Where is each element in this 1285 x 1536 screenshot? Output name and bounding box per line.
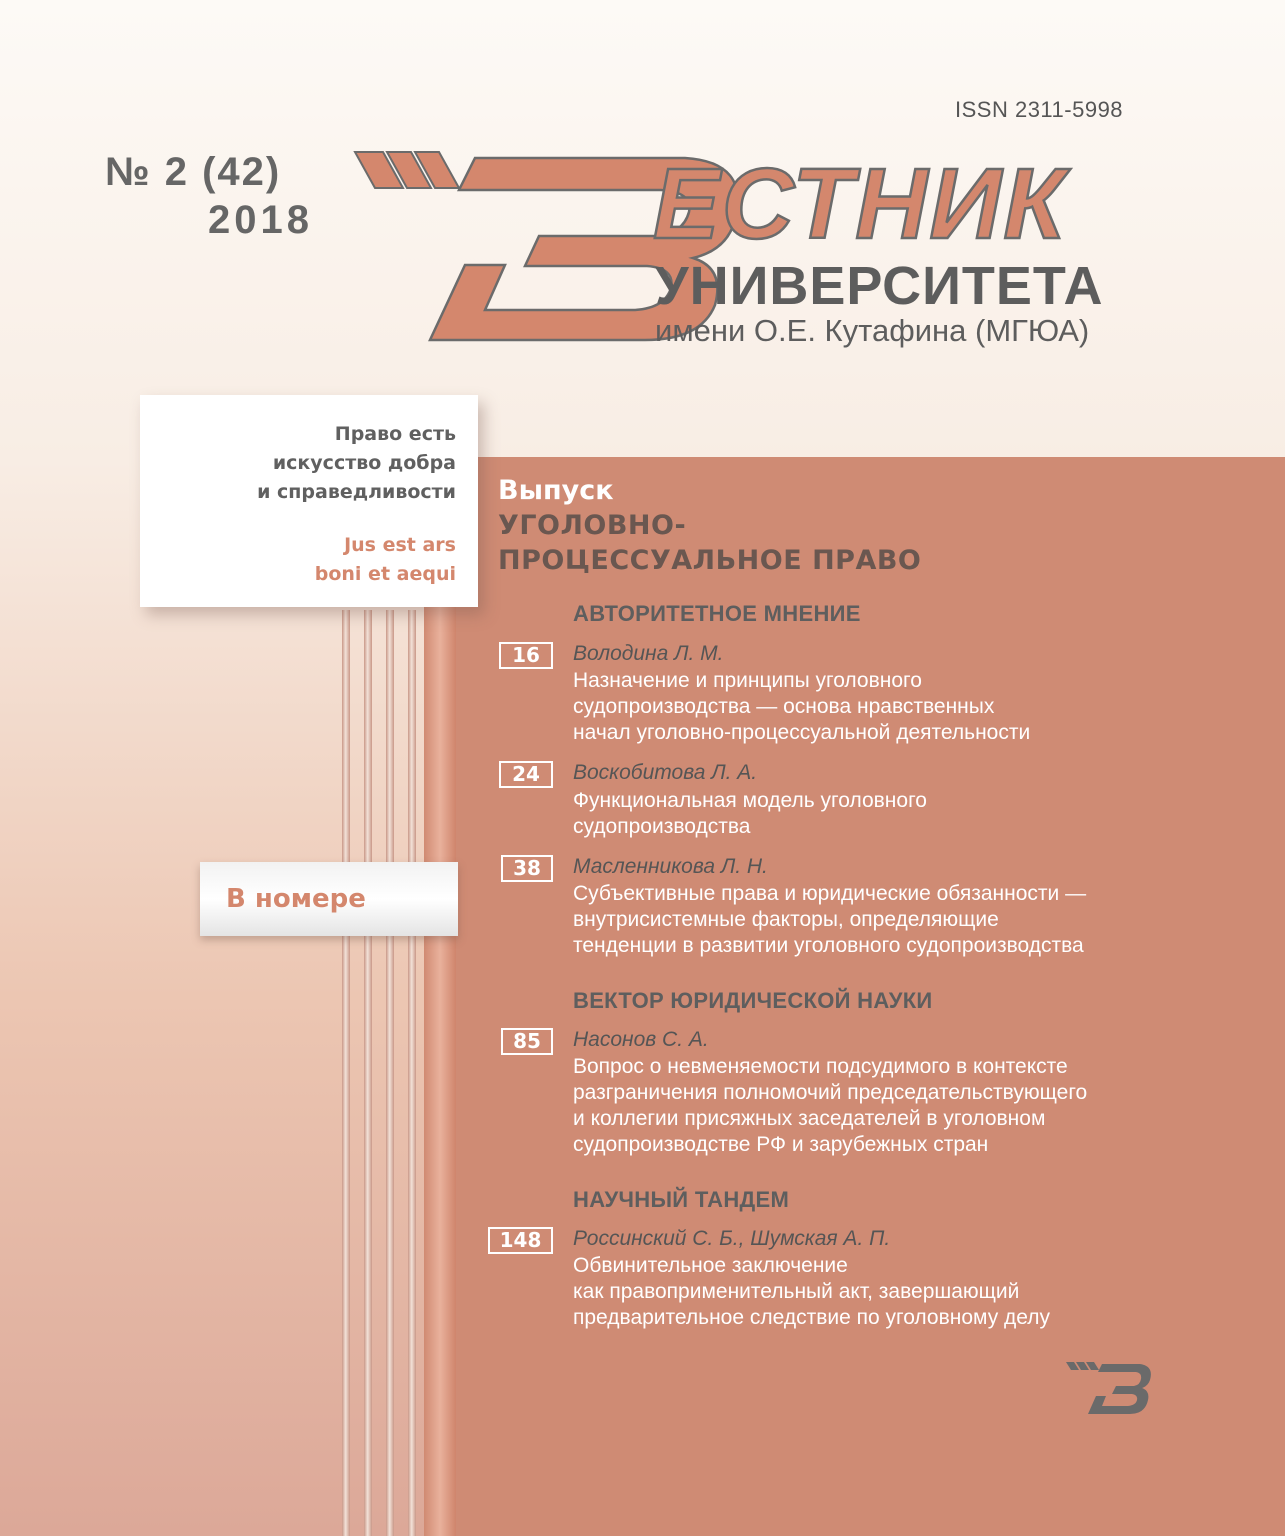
article-title-line: начал уголовно-процессуальной деятельности — [573, 721, 1031, 744]
article-title-line: разграничения полномочий председательствующего — [573, 1081, 1088, 1104]
motto-card — [140, 395, 478, 607]
decor-stripe — [386, 610, 394, 1536]
issue-number: № 2 (42) — [105, 150, 282, 194]
motto-latin-line: boni et aequi — [314, 563, 456, 585]
article-title-line: судопроизводства — [573, 815, 751, 838]
section-title: ВЕКТОР ЮРИДИЧЕСКОЙ НАУКИ — [573, 988, 933, 1013]
motto-latin-line: Jus est ars — [344, 534, 456, 556]
article-title-line: как правоприменительный акт, завершающий — [573, 1280, 1020, 1303]
article-author: Насонов С. А. — [573, 1028, 709, 1051]
article-author: Россинский С. Б., Шумская А. П. — [573, 1227, 891, 1250]
title-university: УНИВЕРСИТЕТА — [655, 256, 1104, 316]
article-title-line: Назначение и принципы уголовного — [573, 669, 922, 692]
motto-ru-line: и справедливости — [257, 481, 456, 503]
article-title-line: судопроизводства — основа нравственных — [573, 695, 995, 718]
article-title-line: судопроизводстве РФ и зарубежных стран — [573, 1133, 989, 1156]
article-title-line: внутрисистемные факторы, определяющие — [573, 908, 999, 931]
article-title-line: и коллегии присяжных заседателей в уголовном — [573, 1107, 1046, 1130]
issue-year: 2018 — [208, 198, 313, 242]
vestnik-small-logo-icon — [1062, 1360, 1154, 1418]
decor-stripe — [342, 610, 350, 1536]
decor-stripe — [364, 610, 372, 1536]
section-title: АВТОРИТЕТНОЕ МНЕНИЕ — [573, 601, 861, 626]
title-word: ЕСТНИК — [653, 148, 1067, 260]
motto-ru-line: Право есть — [334, 423, 456, 445]
article-author: Воскобитова Л. А. — [573, 761, 758, 784]
issn: ISSN 2311-5998 — [955, 97, 1124, 122]
page-number: 24 — [499, 761, 553, 788]
motto-ru-line: искусство добра — [272, 452, 456, 474]
title-name: имени О.Е. Кутафина (МГЮА) — [655, 313, 1090, 348]
article-title-line: Субъективные права и юридические обязанности — — [573, 882, 1087, 905]
article-title-line: тенденции в развитии уголовного судопроизводства — [573, 934, 1084, 957]
article-title-line: Функциональная модель уголовного — [573, 789, 927, 812]
article-title-line: предварительное следствие по уголовному делу — [573, 1306, 1051, 1329]
article-title-line: Обвинительное заключение — [573, 1254, 848, 1277]
page-number: 148 — [488, 1227, 553, 1254]
in-this-issue-label: В номере — [226, 884, 366, 914]
release-label: Выпуск — [498, 475, 614, 506]
release-title-line: УГОЛОВНО- — [498, 510, 687, 541]
article-author: Масленникова Л. Н. — [573, 855, 768, 878]
article-title-line: Вопрос о невменяемости подсудимого в контексте — [573, 1055, 1068, 1078]
page-number: 85 — [501, 1028, 553, 1055]
release-title-line: ПРОЦЕССУАЛЬНОЕ ПРАВО — [498, 545, 922, 576]
article-author: Володина Л. М. — [573, 642, 724, 665]
page-number: 38 — [501, 855, 553, 882]
page-number: 16 — [499, 642, 553, 669]
panel-edge — [424, 457, 456, 1536]
section-title: НАУЧНЫЙ ТАНДЕМ — [573, 1187, 790, 1212]
decor-stripe — [408, 610, 416, 1536]
